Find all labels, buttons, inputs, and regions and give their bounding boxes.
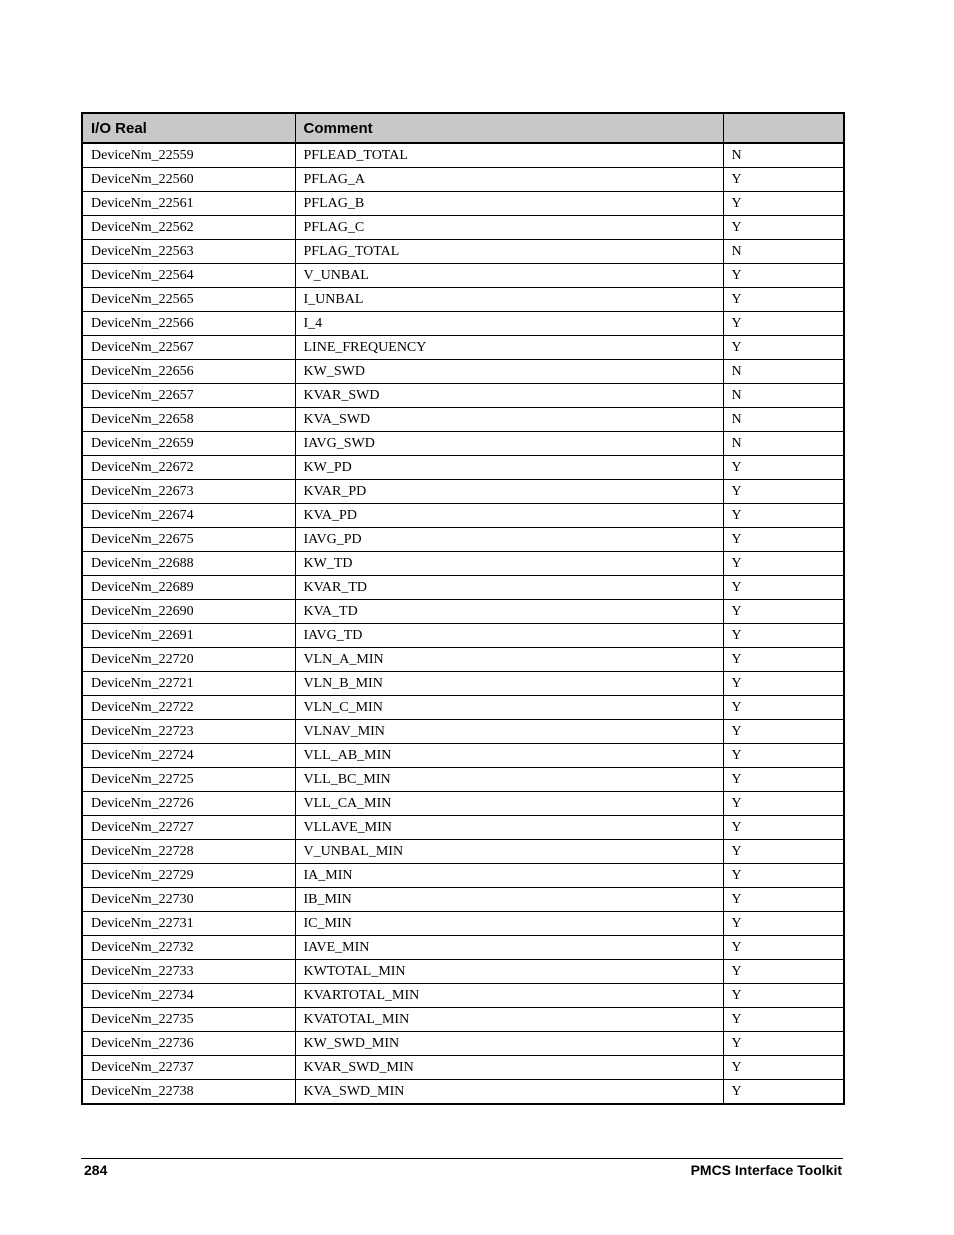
table-header-row bbox=[82, 113, 844, 143]
cell-flag: Y bbox=[723, 192, 844, 216]
cell-io-real: DeviceNm_22725 bbox=[82, 768, 295, 792]
cell-comment: KW_PD bbox=[295, 456, 723, 480]
cell-comment: KVA_PD bbox=[295, 504, 723, 528]
table-row bbox=[82, 384, 844, 408]
cell-io-real: DeviceNm_22731 bbox=[82, 912, 295, 936]
cell-flag: Y bbox=[723, 456, 844, 480]
cell-io-real: DeviceNm_22690 bbox=[82, 600, 295, 624]
cell-flag: Y bbox=[723, 504, 844, 528]
cell-io-real: DeviceNm_22721 bbox=[82, 672, 295, 696]
table-row bbox=[82, 912, 844, 936]
table-row bbox=[82, 672, 844, 696]
cell-comment: V_UNBAL bbox=[295, 264, 723, 288]
cell-io-real: DeviceNm_22730 bbox=[82, 888, 295, 912]
cell-comment: V_UNBAL_MIN bbox=[295, 840, 723, 864]
cell-flag: N bbox=[723, 408, 844, 432]
cell-io-real: DeviceNm_22561 bbox=[82, 192, 295, 216]
cell-io-real: DeviceNm_22736 bbox=[82, 1032, 295, 1056]
io-real-table bbox=[81, 112, 845, 1105]
table-row bbox=[82, 552, 844, 576]
table-row bbox=[82, 432, 844, 456]
cell-flag: Y bbox=[723, 648, 844, 672]
cell-io-real: DeviceNm_22738 bbox=[82, 1080, 295, 1105]
cell-flag: N bbox=[723, 360, 844, 384]
column-header-comment: Comment bbox=[295, 113, 723, 143]
document-title: PMCS Interface Toolkit bbox=[690, 1162, 842, 1178]
cell-comment: IB_MIN bbox=[295, 888, 723, 912]
table-row bbox=[82, 864, 844, 888]
cell-comment: KW_TD bbox=[295, 552, 723, 576]
cell-flag: N bbox=[723, 143, 844, 168]
cell-comment: VLL_AB_MIN bbox=[295, 744, 723, 768]
cell-comment: I_4 bbox=[295, 312, 723, 336]
cell-comment: KVAR_SWD_MIN bbox=[295, 1056, 723, 1080]
table-row bbox=[82, 528, 844, 552]
cell-io-real: DeviceNm_22724 bbox=[82, 744, 295, 768]
cell-flag: Y bbox=[723, 984, 844, 1008]
cell-comment: IAVG_PD bbox=[295, 528, 723, 552]
cell-flag: Y bbox=[723, 1080, 844, 1105]
cell-io-real: DeviceNm_22563 bbox=[82, 240, 295, 264]
cell-flag: Y bbox=[723, 696, 844, 720]
table-row bbox=[82, 408, 844, 432]
cell-flag: Y bbox=[723, 744, 844, 768]
cell-comment: LINE_FREQUENCY bbox=[295, 336, 723, 360]
cell-comment: KVARTOTAL_MIN bbox=[295, 984, 723, 1008]
cell-io-real: DeviceNm_22565 bbox=[82, 288, 295, 312]
cell-comment: PFLAG_B bbox=[295, 192, 723, 216]
cell-flag: Y bbox=[723, 792, 844, 816]
footer-divider bbox=[81, 1158, 843, 1159]
cell-flag: Y bbox=[723, 912, 844, 936]
cell-flag: Y bbox=[723, 216, 844, 240]
cell-flag: Y bbox=[723, 864, 844, 888]
cell-flag: Y bbox=[723, 264, 844, 288]
table-row bbox=[82, 264, 844, 288]
cell-comment: VLN_A_MIN bbox=[295, 648, 723, 672]
cell-comment: KVA_SWD bbox=[295, 408, 723, 432]
cell-io-real: DeviceNm_22732 bbox=[82, 936, 295, 960]
cell-io-real: DeviceNm_22560 bbox=[82, 168, 295, 192]
cell-io-real: DeviceNm_22559 bbox=[82, 143, 295, 168]
cell-flag: Y bbox=[723, 624, 844, 648]
cell-comment: PFLEAD_TOTAL bbox=[295, 143, 723, 168]
cell-io-real: DeviceNm_22720 bbox=[82, 648, 295, 672]
cell-flag: Y bbox=[723, 576, 844, 600]
cell-io-real: DeviceNm_22737 bbox=[82, 1056, 295, 1080]
column-header-flag bbox=[723, 113, 844, 143]
table-row bbox=[82, 696, 844, 720]
cell-comment: IAVE_MIN bbox=[295, 936, 723, 960]
cell-comment: KVAR_PD bbox=[295, 480, 723, 504]
cell-io-real: DeviceNm_22688 bbox=[82, 552, 295, 576]
cell-flag: Y bbox=[723, 168, 844, 192]
table-row bbox=[82, 624, 844, 648]
cell-flag: Y bbox=[723, 1056, 844, 1080]
table-row bbox=[82, 888, 844, 912]
cell-io-real: DeviceNm_22673 bbox=[82, 480, 295, 504]
cell-comment: KWTOTAL_MIN bbox=[295, 960, 723, 984]
table-row bbox=[82, 1080, 844, 1105]
table-row bbox=[82, 816, 844, 840]
table-row bbox=[82, 240, 844, 264]
cell-flag: Y bbox=[723, 1008, 844, 1032]
table-body bbox=[82, 143, 844, 1104]
cell-comment: VLL_CA_MIN bbox=[295, 792, 723, 816]
cell-io-real: DeviceNm_22658 bbox=[82, 408, 295, 432]
cell-io-real: DeviceNm_22727 bbox=[82, 816, 295, 840]
table-row bbox=[82, 456, 844, 480]
cell-flag: Y bbox=[723, 816, 844, 840]
cell-comment: VLLAVE_MIN bbox=[295, 816, 723, 840]
cell-flag: Y bbox=[723, 288, 844, 312]
cell-flag: Y bbox=[723, 480, 844, 504]
table-row bbox=[82, 216, 844, 240]
cell-io-real: DeviceNm_22734 bbox=[82, 984, 295, 1008]
cell-flag: Y bbox=[723, 600, 844, 624]
table-row bbox=[82, 744, 844, 768]
table-row bbox=[82, 312, 844, 336]
cell-flag: Y bbox=[723, 312, 844, 336]
cell-io-real: DeviceNm_22564 bbox=[82, 264, 295, 288]
cell-flag: Y bbox=[723, 960, 844, 984]
table-row bbox=[82, 960, 844, 984]
table-row bbox=[82, 600, 844, 624]
table-row bbox=[82, 168, 844, 192]
cell-comment: IAVG_TD bbox=[295, 624, 723, 648]
cell-comment: KW_SWD bbox=[295, 360, 723, 384]
cell-comment: IA_MIN bbox=[295, 864, 723, 888]
cell-io-real: DeviceNm_22659 bbox=[82, 432, 295, 456]
cell-io-real: DeviceNm_22656 bbox=[82, 360, 295, 384]
table-row bbox=[82, 576, 844, 600]
table-row bbox=[82, 1008, 844, 1032]
table-row bbox=[82, 192, 844, 216]
cell-flag: N bbox=[723, 432, 844, 456]
cell-comment: PFLAG_A bbox=[295, 168, 723, 192]
cell-comment: KVA_TD bbox=[295, 600, 723, 624]
cell-io-real: DeviceNm_22657 bbox=[82, 384, 295, 408]
cell-comment: PFLAG_C bbox=[295, 216, 723, 240]
table-row bbox=[82, 936, 844, 960]
cell-flag: Y bbox=[723, 720, 844, 744]
cell-flag: Y bbox=[723, 528, 844, 552]
cell-flag: Y bbox=[723, 1032, 844, 1056]
cell-comment: KVA_SWD_MIN bbox=[295, 1080, 723, 1105]
cell-io-real: DeviceNm_22726 bbox=[82, 792, 295, 816]
cell-flag: Y bbox=[723, 936, 844, 960]
cell-flag: Y bbox=[723, 336, 844, 360]
cell-comment: KVATOTAL_MIN bbox=[295, 1008, 723, 1032]
table-row bbox=[82, 336, 844, 360]
cell-io-real: DeviceNm_22733 bbox=[82, 960, 295, 984]
table-row bbox=[82, 288, 844, 312]
table-row bbox=[82, 143, 844, 168]
table-row bbox=[82, 360, 844, 384]
cell-io-real: DeviceNm_22691 bbox=[82, 624, 295, 648]
cell-io-real: DeviceNm_22566 bbox=[82, 312, 295, 336]
table-row bbox=[82, 840, 844, 864]
cell-io-real: DeviceNm_22728 bbox=[82, 840, 295, 864]
cell-comment: I_UNBAL bbox=[295, 288, 723, 312]
table-row bbox=[82, 648, 844, 672]
table-row bbox=[82, 720, 844, 744]
cell-io-real: DeviceNm_22723 bbox=[82, 720, 295, 744]
cell-comment: VLN_C_MIN bbox=[295, 696, 723, 720]
cell-comment: VLL_BC_MIN bbox=[295, 768, 723, 792]
cell-comment: KW_SWD_MIN bbox=[295, 1032, 723, 1056]
cell-io-real: DeviceNm_22735 bbox=[82, 1008, 295, 1032]
cell-io-real: DeviceNm_22729 bbox=[82, 864, 295, 888]
table-row bbox=[82, 768, 844, 792]
cell-flag: N bbox=[723, 240, 844, 264]
cell-flag: Y bbox=[723, 888, 844, 912]
cell-comment: PFLAG_TOTAL bbox=[295, 240, 723, 264]
table-row bbox=[82, 1032, 844, 1056]
table-row bbox=[82, 984, 844, 1008]
cell-flag: Y bbox=[723, 672, 844, 696]
cell-comment: VLN_B_MIN bbox=[295, 672, 723, 696]
cell-io-real: DeviceNm_22675 bbox=[82, 528, 295, 552]
cell-io-real: DeviceNm_22689 bbox=[82, 576, 295, 600]
cell-flag: Y bbox=[723, 768, 844, 792]
cell-io-real: DeviceNm_22672 bbox=[82, 456, 295, 480]
page-number: 284 bbox=[84, 1162, 108, 1178]
table-row bbox=[82, 1056, 844, 1080]
cell-flag: Y bbox=[723, 552, 844, 576]
cell-flag: N bbox=[723, 384, 844, 408]
table-row bbox=[82, 480, 844, 504]
cell-io-real: DeviceNm_22722 bbox=[82, 696, 295, 720]
table-row bbox=[82, 792, 844, 816]
cell-comment: VLNAV_MIN bbox=[295, 720, 723, 744]
cell-comment: IC_MIN bbox=[295, 912, 723, 936]
cell-flag: Y bbox=[723, 840, 844, 864]
cell-comment: KVAR_TD bbox=[295, 576, 723, 600]
cell-io-real: DeviceNm_22674 bbox=[82, 504, 295, 528]
cell-io-real: DeviceNm_22567 bbox=[82, 336, 295, 360]
table-row bbox=[82, 504, 844, 528]
cell-comment: KVAR_SWD bbox=[295, 384, 723, 408]
column-header-io-real: I/O Real bbox=[82, 113, 295, 143]
cell-io-real: DeviceNm_22562 bbox=[82, 216, 295, 240]
cell-comment: IAVG_SWD bbox=[295, 432, 723, 456]
